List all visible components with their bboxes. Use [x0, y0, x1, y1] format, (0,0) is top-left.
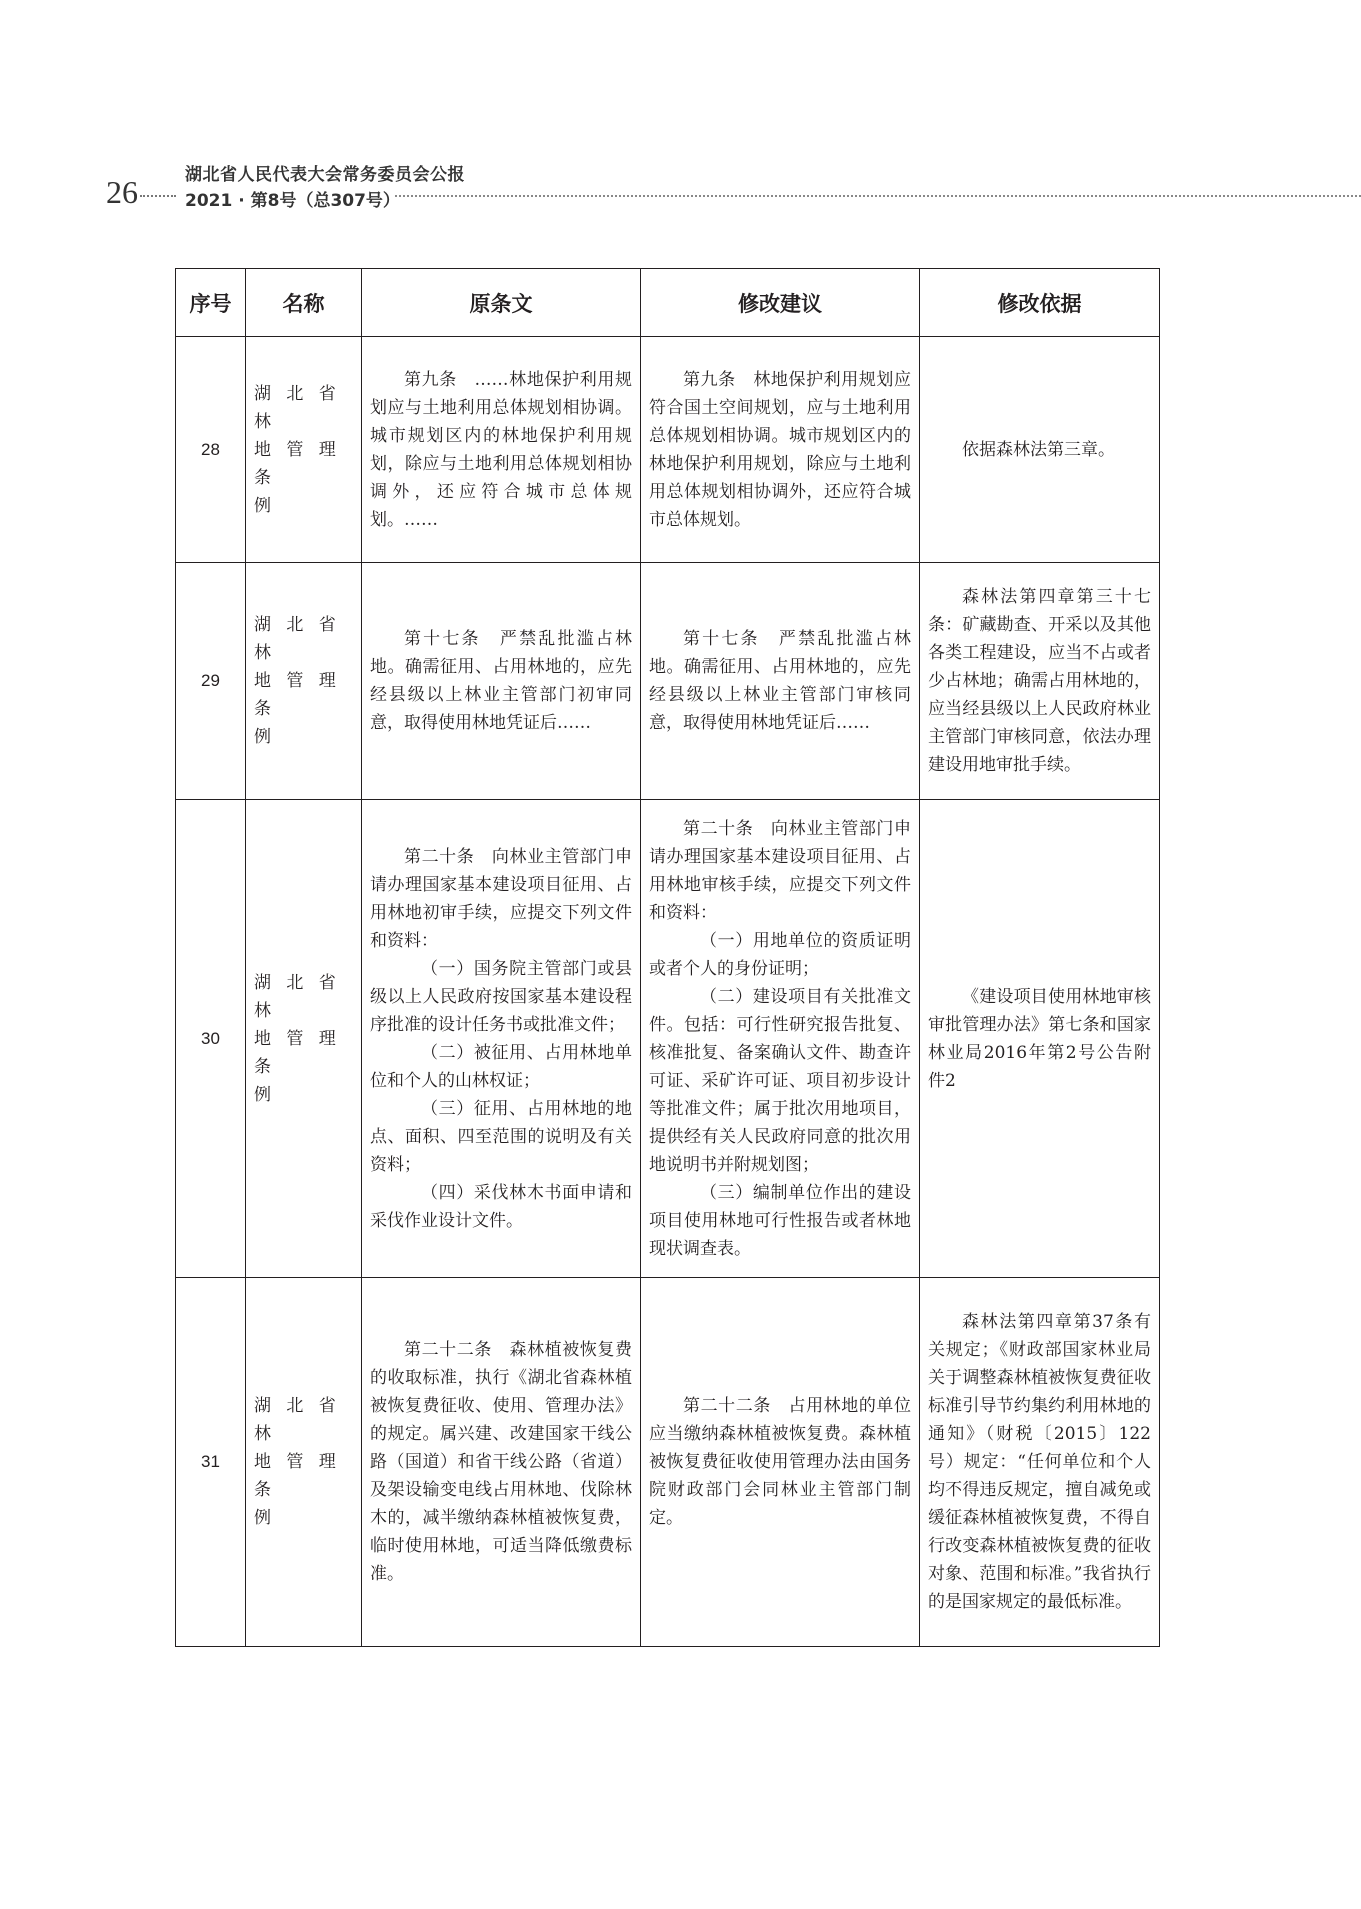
table-row [176, 337, 1160, 563]
journal-issue: 2021 · 第8号（总307号） [185, 191, 400, 211]
suggestion-text: 第九条 林地保护利用规划应符合国土空间规划，应与土地利用总体规划相协调。城市规划区内的林地保护利用规划，除应与土地利用总体规划相协调外，还应符合城市总体规划。 [641, 337, 920, 563]
suggestion-text: 第二十条 向林业主管部门申请办理国家基本建设项目征用、占用林地审核手续，应提交下列文件和资料： （一）用地单位的资质证明或者个人的身份证明； （二）建设项目有关批准文件。包括：可行性研究报告批复、核准批复、备案确认文件、勘查许可证、采矿许可证、项目初步设计等批准文件；属于批次用地项目，提供经有关人民政府同意的批次用地说明书并附规划图； （三）编制单位作出的建设项目使用林地可行性报告或者林地现状调查表。 [641, 800, 920, 1278]
header-name: 名称 [246, 269, 362, 337]
page-number: 26 [106, 174, 138, 210]
original-text: 第二十二条 森林植被恢复费的收取标准，执行《湖北省森林植被恢复费征收、使用、管理办法》的规定。属兴建、改建国家干线公路（国道）和省干线公路（省道）及架设输变电线占用林地、伐除林木的，减半缴纳森林植被恢复费，临时使用林地，可适当降低缴费标准。 [362, 1278, 641, 1647]
header-index: 序号 [176, 269, 246, 337]
journal-title: 湖北省人民代表大会常务委员会公报 [185, 165, 465, 185]
regulation-name: 湖 北 省 林 地 管 理 条 例 [246, 563, 362, 800]
row-number: 29 [176, 563, 246, 800]
suggestion-text: 第十七条 严禁乱批滥占林地。确需征用、占用林地的，应先经县级以上林业主管部门审核同意，取得使用林地凭证后…… [641, 563, 920, 800]
original-text: 第二十条 向林业主管部门申请办理国家基本建设项目征用、占用林地初审手续，应提交下列文件和资料： （一）国务院主管部门或县级以上人民政府按国家基本建设程序批准的设计任务书或批准文件； （二）被征用、占用林地单位和个人的山林权证； （三）征用、占用林地的地点、面积、四至范围的说明及有关资料； （四）采伐林木书面申请和采伐作业设计文件。 [362, 800, 641, 1278]
regulation-name: 湖 北 省 林 地 管 理 条 例 [246, 337, 362, 563]
header-basis: 修改依据 [920, 269, 1160, 337]
table-row [176, 800, 1160, 1278]
original-text: 第九条 ……林地保护利用规划应与土地利用总体规划相协调。城市规划区内的林地保护利用规划，除应与土地利用总体规划相协调外，还应符合城市总体规划。…… [362, 337, 641, 563]
header-dotted-rule [140, 195, 176, 197]
table-row [176, 563, 1160, 800]
table-row [176, 1278, 1160, 1647]
header-suggestion: 修改建议 [641, 269, 920, 337]
regulation-name: 湖 北 省 林 地 管 理 条 例 [246, 1278, 362, 1647]
basis-text: 森林法第四章第37条有关规定；《财政部国家林业局关于调整森林植被恢复费征收标准引导节约集约利用林地的通知》（财税〔2015〕122号）规定：“任何单位和个人均不得违反规定，擅自减免或缓征森林植被恢复费，不得自行改变森林植被恢复费的征收对象、范围和标准。”我省执行的是国家规定的最低标准。 [920, 1278, 1160, 1647]
amendment-table [175, 268, 1160, 1647]
table-header-row [176, 269, 1160, 337]
basis-text: 《建设项目使用林地审核审批管理办法》第七条和国家林业局2016年第2号公告附件2 [920, 800, 1160, 1278]
suggestion-text: 第二十二条 占用林地的单位应当缴纳森林植被恢复费。森林植被恢复费征收使用管理办法由国务院财政部门会同林业主管部门制定。 [641, 1278, 920, 1647]
basis-text: 森林法第四章第三十七条：矿藏勘查、开采以及其他各类工程建设，应当不占或者少占林地；确需占用林地的，应当经县级以上人民政府林业主管部门审核同意，依法办理建设用地审批手续。 [920, 563, 1160, 800]
original-text: 第十七条 严禁乱批滥占林地。确需征用、占用林地的，应先经县级以上林业主管部门初审同意，取得使用林地凭证后…… [362, 563, 641, 800]
row-number: 31 [176, 1278, 246, 1647]
header-original-text: 原条文 [362, 269, 641, 337]
row-number: 28 [176, 337, 246, 563]
row-number: 30 [176, 800, 246, 1278]
basis-text: 依据森林法第三章。 [920, 337, 1160, 563]
regulation-name: 湖 北 省 林 地 管 理 条 例 [246, 800, 362, 1278]
header-dotted-rule-right [395, 195, 1361, 197]
